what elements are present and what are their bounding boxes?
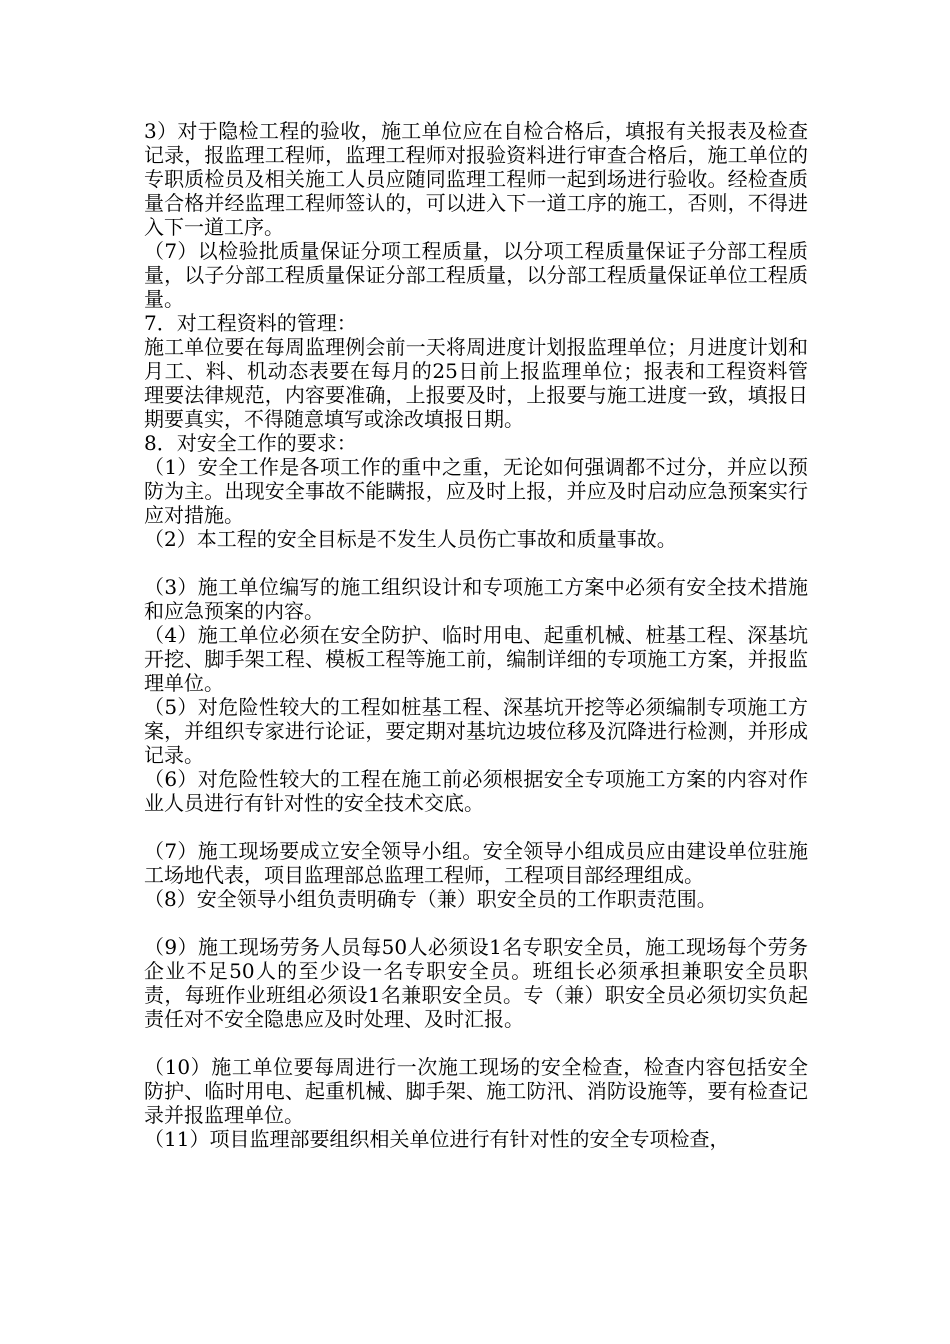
paragraph-safety-item-6: （6）对危险性较大的工程在施工前必须根据安全专项施工方案的内容对作业人员进行有针对性的安全技术交底。 — [144, 767, 808, 815]
paragraph-safety-item-11: （11）项目监理部要组织相关单位进行有针对性的安全专项检查， — [144, 1127, 730, 1151]
paragraph-hidden-inspection: 3）对于隐检工程的验收，施工单位应在自检合格后，填报有关报表及检查记录，报监理工程师，监理工程师对报验资料进行审查合格后，施工单位的专职质检员及相关施工人员应随同监理工程师一起到场进行验收。经检查质量合格并经监理工程师签认的，可以进入下一道工序的施工，否则，不得进入下一道工序。 — [144, 119, 808, 239]
document-body — [144, 119, 808, 1151]
paragraph-safety-item-3: （3）施工单位编写的施工组织设计和专项施工方案中必须有安全技术措施和应急预案的内容。 — [144, 575, 808, 623]
paragraph-safety-item-10: （10）施工单位要每周进行一次施工现场的安全检查，检查内容包括安全防护、临时用电、起重机械、脚手架、施工防汛、消防设施等，要有检查记录并报监理单位。 — [144, 1055, 808, 1127]
section-heading-project-records: 7．对工程资料的管理： — [144, 311, 357, 335]
paragraph-quality-assurance: （7）以检验批质量保证分项工程质量，以分项工程质量保证子分部工程质量，以子分部工程质量保证分部工程质量，以分部工程质量保证单位工程质量。 — [144, 239, 808, 311]
section-heading-safety-requirements: 8．对安全工作的要求： — [144, 431, 357, 455]
paragraph-safety-item-5: （5）对危险性较大的工程如桩基工程、深基坑开挖等必须编制专项施工方案，并组织专家进行论证，要定期对基坑边坡位移及沉降进行检测，并形成记录。 — [144, 695, 808, 767]
paragraph-safety-item-8: （8）安全领导小组负责明确专（兼）职安全员的工作职责范围。 — [144, 887, 717, 911]
paragraph-safety-item-7: （7）施工现场要成立安全领导小组。安全领导小组成员应由建设单位驻施工场地代表，项目监理部总监理工程师，工程项目部经理组成。 — [144, 839, 808, 887]
paragraph-safety-item-4: （4）施工单位必须在安全防护、临时用电、起重机械、桩基工程、深基坑开挖、脚手架工程、模板工程等施工前，编制详细的专项施工方案，并报监理单位。 — [144, 623, 808, 695]
paragraph-safety-item-2: （2）本工程的安全目标是不发生人员伤亡事故和质量事故。 — [144, 527, 677, 551]
paragraph-progress-reporting: 施工单位要在每周监理例会前一天将周进度计划报监理单位；月进度计划和月工、料、机动态表要在每月的25日前上报监理单位；报表和工程资料管理要法律规范，内容要准确，上报要及时，上报要与施工进度一致，填报日期要真实，不得随意填写或涂改填报日期。 — [144, 335, 808, 431]
paragraph-safety-item-9: （9）施工现场劳务人员每50人必须设1名专职安全员，施工现场每个劳务企业不足50人的至少设一名专职安全员。班组长必须承担兼职安全员职责，每班作业班组必须设1名兼职安全员。专（兼）职安全员必须切实负起责任对不安全隐患应及时处理、及时汇报。 — [144, 935, 808, 1031]
paragraph-safety-item-1: （1）安全工作是各项工作的重中之重，无论如何强调都不过分，并应以预防为主。出现安全事故不能瞒报，应及时上报，并应及时启动应急预案实行应对措施。 — [144, 455, 808, 527]
